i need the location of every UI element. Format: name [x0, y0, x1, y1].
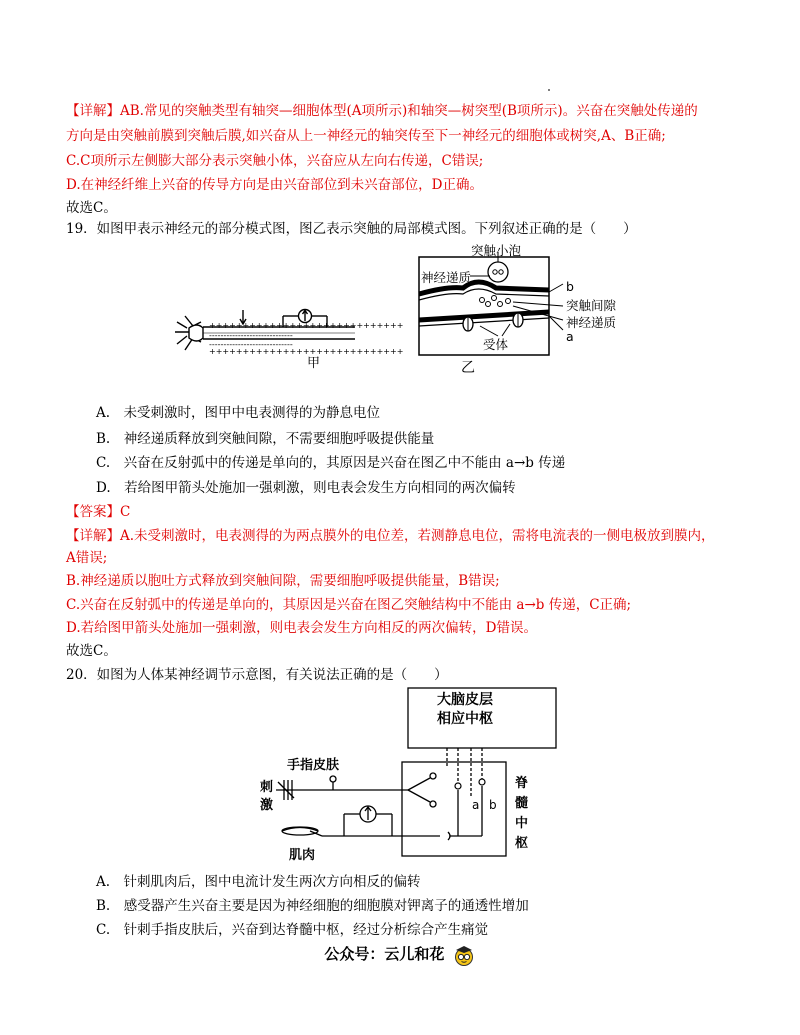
q19-explain-1: 【详解】A.未受刺激时，电表测得的为两点膜外的电位差，若测静息电位，需将电流表的一侧电极放到膜内， — [66, 528, 715, 544]
explanation-18-line-1: 【详解】AB.常见的突触类型有轴突—细胞体型(A项所示)和轴突—树突型(B项所示)。兴奋在突触处传递的 — [66, 103, 698, 119]
explanation-18-line-2: 方向是由突触前膜到突触后膜,如兴奋从上一神经元的轴突传至下一神经元的细胞体或树突,A、B正确; — [66, 128, 666, 144]
label-vesicle: 突触小泡 — [471, 243, 522, 258]
label-receptor: 受体 — [483, 337, 509, 352]
q19-explain-3: B.神经递质以胞吐方式释放到突触间隙，需要细胞呼吸提供能量，B错误; — [66, 573, 500, 589]
q20-option-c: C. 针刺手指皮肤后，兴奋到达脊髓中枢，经过分析综合产生痛觉 — [96, 922, 489, 938]
q19-answer: 【答案】C — [66, 504, 131, 520]
label-spinal-4: 枢 — [515, 836, 529, 851]
label-cleft: 突触间隙 — [566, 298, 617, 313]
label-cortex-1: 大脑皮层 — [437, 692, 493, 708]
label-q20-a: a — [472, 798, 480, 812]
q19-explain-4: C.兴奋在反射弧中的传递是单向的，其原因是兴奋在图乙突触结构中不能由 a→b 传递，C正确; — [66, 597, 632, 613]
q19-option-a: A. 未受刺激时，图甲中电表测得的为静息电位 — [96, 405, 381, 421]
figure-yi-label: 乙 — [461, 360, 475, 376]
label-muscle: 肌肉 — [289, 848, 316, 863]
label-spinal-2: 髓 — [515, 796, 529, 811]
footer-watermark — [0, 943, 800, 966]
label-finger-skin: 手指皮肤 — [287, 758, 340, 773]
question-20-stem: 20．如图为人体某神经调节示意图，有关说法正确的是（ ） — [66, 667, 448, 683]
label-stimulus-2: 激 — [260, 798, 274, 813]
q19-option-d: D. 若给图甲箭头处施加一强刺激，则电表会发生方向相同的两次偏转 — [96, 480, 516, 496]
svg-text:-----------------------------: ----------------------------- — [209, 331, 293, 340]
label-transmitter-right: 神经递质 — [566, 315, 617, 330]
emoji-icon — [452, 944, 476, 966]
q19-conclusion: 故选C。 — [66, 643, 117, 659]
explanation-18-line-4: D.在神经纤维上兴奋的传导方向是由兴奋部位到未兴奋部位，D正确。 — [66, 177, 483, 193]
q19-option-b: B. 神经递质释放到突触间隙，不需要细胞呼吸提供能量 — [96, 431, 435, 447]
label-spinal-1: 脊 — [515, 776, 529, 791]
explanation-18-line-3: C.C项所示左侧膨大部分表示突触小体，兴奋应从左向右传递，C错误; — [66, 153, 484, 169]
label-cortex-2: 相应中枢 — [437, 711, 493, 727]
label-a: a — [566, 329, 574, 344]
label-transmitter-top: 神经递质 — [421, 270, 472, 285]
stray-dot — [548, 89, 550, 91]
figure-jia-neuron — [175, 298, 404, 370]
q20-option-a: A. 针刺肌肉后，图中电流计发生两次方向相反的偏转 — [96, 874, 421, 890]
label-spinal-3: 中 — [515, 816, 529, 831]
svg-text:-----------------------------: ----------------------------- — [209, 340, 293, 349]
label-b: b — [566, 279, 574, 294]
q19-explain-5: D.若给图甲箭头处施加一强刺激，则电表会发生方向相反的两次偏转，D错误。 — [66, 620, 537, 636]
explanation-18-conclusion: 故选C。 — [66, 200, 117, 216]
svg-text:+++++++++++++++++++++++++++++: +++++++++++++++++++++++++++++ — [209, 321, 404, 330]
figure-jia-label: 甲 — [307, 356, 321, 371]
svg-text:+++++++++++++++++++++++++++++: +++++++++++++++++++++++++++++ — [209, 347, 404, 356]
footer-text: 公众号：云儿和花 — [324, 945, 445, 963]
q19-explain-2: A错误; — [66, 550, 108, 566]
label-stimulus-1: 刺 — [260, 780, 274, 795]
q20-option-b: B. 感受器产生兴奋主要是因为神经细胞的细胞膜对钾离子的通透性增加 — [96, 898, 529, 914]
question-19-stem: 19．如图甲表示神经元的部分模式图，图乙表示突触的局部模式图。下列叙述正确的是（ ） — [66, 221, 637, 237]
label-q20-b: b — [489, 798, 497, 812]
q19-option-c: C. 兴奋在反射弧中的传递是单向的，其原因是兴奋在图乙中不能由 a→b 传递 — [96, 455, 566, 471]
